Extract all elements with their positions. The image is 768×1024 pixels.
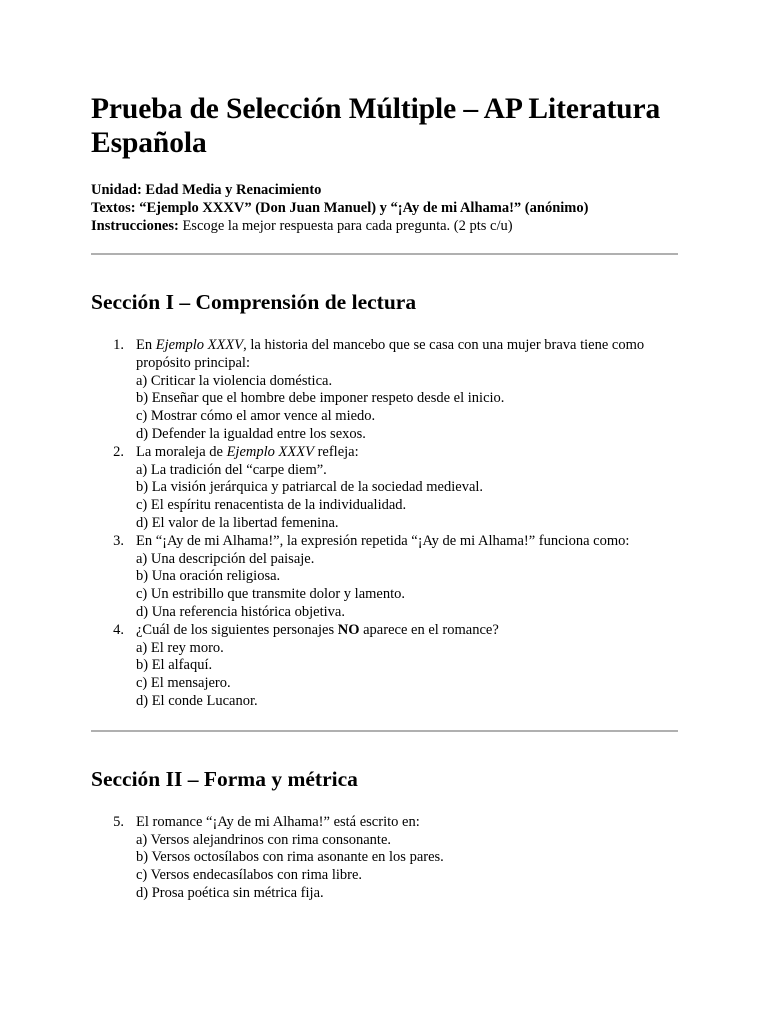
answer-option[interactable]: c) El espíritu renacentista de la individualidad.	[136, 497, 407, 514]
answer-option[interactable]: c) Mostrar cómo el amor vence al miedo.	[136, 408, 376, 425]
section-divider	[91, 253, 678, 255]
meta-instrucciones	[91, 217, 678, 235]
question-stem-text: La moraleja de	[136, 443, 227, 460]
answer-option[interactable]: d) El conde Lucanor.	[136, 692, 258, 709]
question-item	[91, 622, 678, 711]
answer-option[interactable]: a) Versos alejandrinos con rima consonante.	[136, 831, 392, 848]
meta-textos-value: “Ejemplo XXXV” (Don Juan Manuel) y “¡Ay de mi Alhama!” (anónimo)	[139, 200, 589, 216]
answer-option[interactable]: a) El rey moro.	[136, 639, 224, 656]
document-metadata	[91, 181, 678, 235]
question-number: 5.	[113, 813, 124, 830]
meta-instrucciones-value: Escoge la mejor respuesta para cada pregunta. (2 pts c/u)	[182, 218, 513, 234]
answer-option[interactable]: a) Criticar la violencia doméstica.	[136, 372, 333, 389]
question-item	[91, 337, 678, 444]
answer-option[interactable]: d) Prosa poética sin métrica fija.	[136, 884, 324, 901]
answer-option[interactable]: c) Versos endecasílabos con rima libre.	[136, 867, 363, 884]
question-stem-emphasis: NO	[337, 621, 360, 638]
answer-option[interactable]: b) El alfaquí.	[136, 657, 213, 674]
meta-textos-label: Textos:	[91, 200, 136, 216]
question-stem: En “¡Ay de mi Alhama!”, la expresión repetida “¡Ay de mi Alhama!” funciona como:	[136, 532, 630, 549]
question-item	[91, 533, 678, 622]
question-list	[91, 814, 678, 903]
question-stem	[136, 622, 678, 640]
answer-option[interactable]: d) Una referencia histórica objetiva.	[136, 603, 345, 620]
section-title: Sección I – Comprensión de lectura	[91, 290, 417, 314]
answer-option[interactable]: b) Versos octosílabos con rima asonante en los pares.	[136, 849, 444, 866]
question-list	[91, 337, 678, 711]
answer-option[interactable]: c) Un estribillo que transmite dolor y lamento.	[136, 586, 405, 603]
question-stem: El romance “¡Ay de mi Alhama!” está escrito en:	[136, 813, 420, 830]
question-item	[91, 444, 678, 533]
answer-option[interactable]: a) Una descripción del paisaje.	[136, 550, 315, 567]
section-divider	[91, 730, 678, 732]
question-stem-text: En	[136, 337, 156, 353]
question-item	[91, 814, 678, 903]
question-stem-text: ¿Cuál de los siguientes personajes	[136, 621, 338, 638]
question-stem-title: Ejemplo XXXV	[226, 443, 314, 460]
answer-option[interactable]: b) La visión jerárquica y patriarcal de la sociedad medieval.	[136, 479, 484, 496]
question-stem-title: Ejemplo XXXV	[155, 337, 244, 353]
answer-option[interactable]: d) Defender la igualdad entre los sexos.	[136, 425, 366, 442]
meta-unidad-value: Edad Media y Renacimiento	[145, 182, 322, 198]
section-title: Sección II – Forma y métrica	[91, 766, 358, 791]
question-number: 2.	[113, 443, 124, 460]
question-number: 1.	[113, 337, 124, 353]
meta-instrucciones-label: Instrucciones:	[91, 218, 179, 234]
question-stem	[136, 337, 678, 373]
question-stem-text: aparece en el romance?	[359, 621, 499, 638]
question-number: 4.	[113, 621, 124, 638]
answer-option[interactable]: b) Enseñar que el hombre debe imponer respeto desde el inicio.	[136, 390, 505, 407]
question-stem	[136, 444, 678, 462]
meta-unidad-label: Unidad:	[91, 182, 142, 198]
answer-option[interactable]: a) La tradición del “carpe diem”.	[136, 461, 327, 478]
question-stem-text: refleja:	[313, 443, 359, 460]
answer-option[interactable]: d) El valor de la libertad femenina.	[136, 514, 339, 531]
question-stem-text: , la historia del mancebo que se casa con una mujer brava tiene como propósito principal:	[136, 337, 645, 371]
meta-unidad	[91, 181, 678, 199]
meta-textos	[91, 199, 678, 217]
answer-option[interactable]: b) Una oración religiosa.	[136, 568, 281, 585]
document-title: Prueba de Selección Múltiple – AP Literatura Española	[91, 93, 661, 159]
answer-option[interactable]: c) El mensajero.	[136, 675, 231, 692]
question-number: 3.	[113, 532, 124, 549]
